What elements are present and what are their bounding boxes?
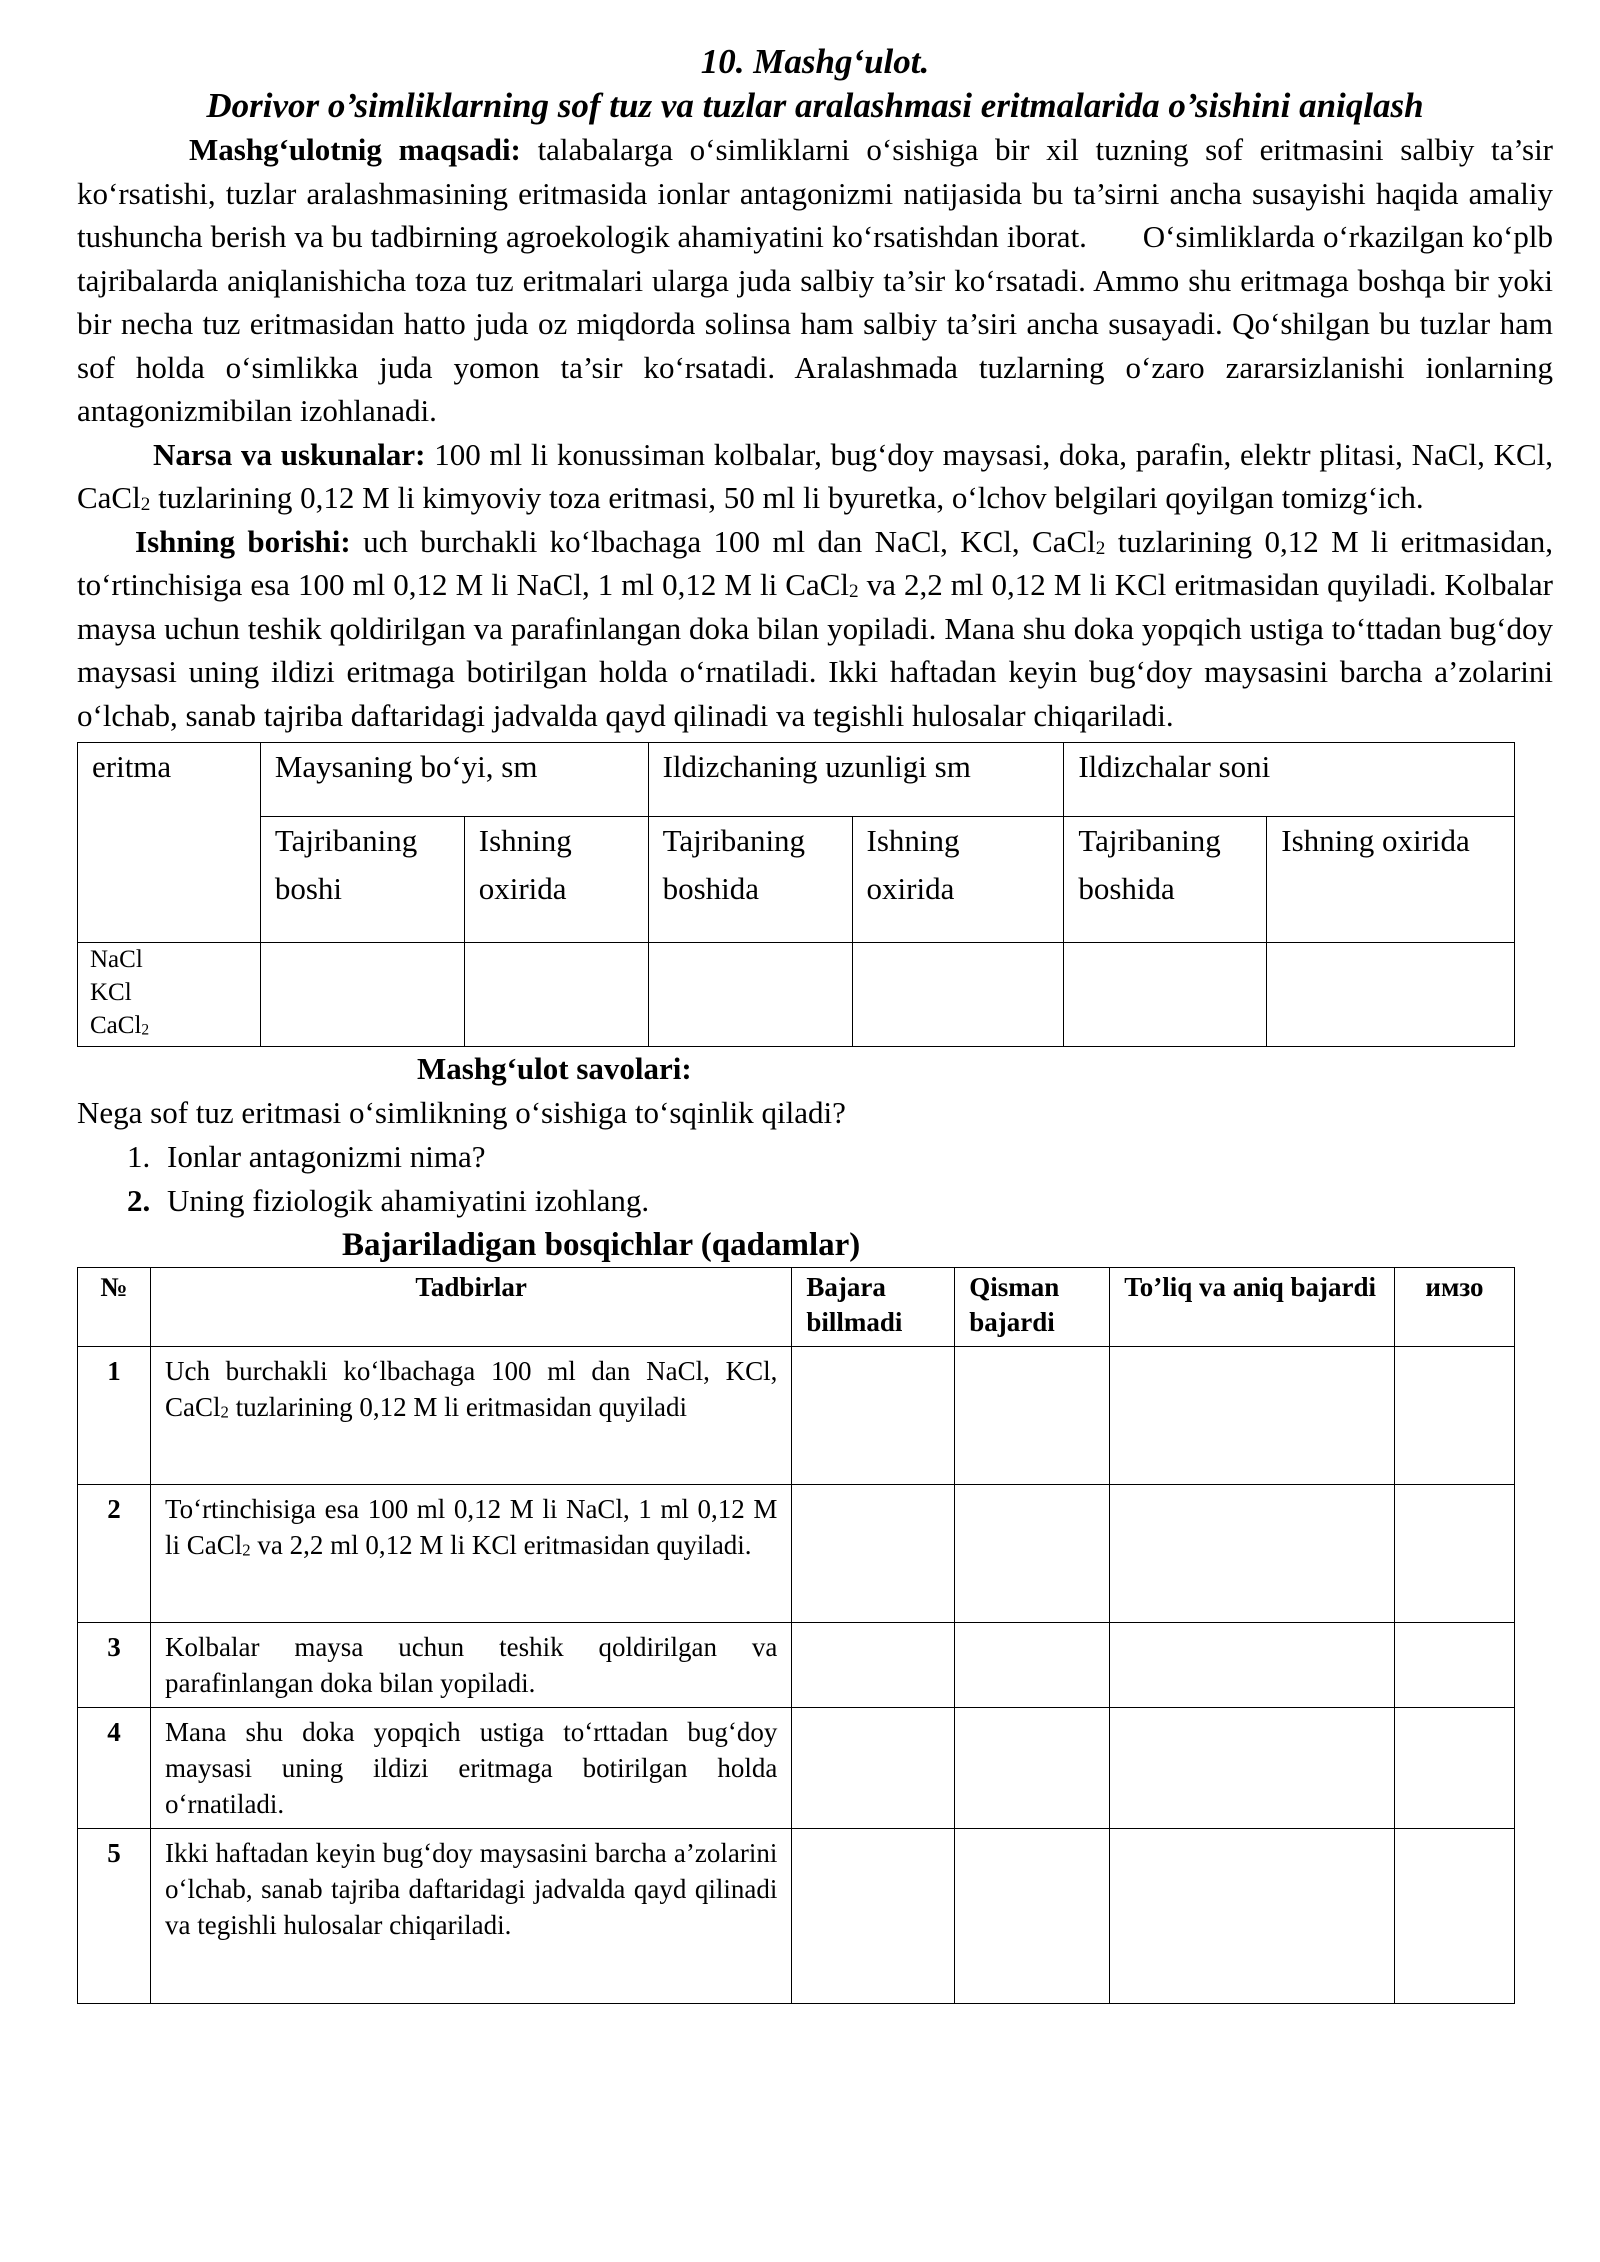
step-cell[interactable] [955, 1347, 1110, 1485]
results-subheader: Ishning oxirida [1267, 817, 1515, 943]
steps-col-partial: Qisman bajardi [955, 1268, 1110, 1347]
steps-col-complete: To’liq va aniq bajardi [1110, 1268, 1395, 1347]
step-text: To‘rtinchisiga esa 100 ml 0,12 M li NaCl, 1 ml 0,12 M li CaCl$_2$ va 2,2 ml 0,12 M li KCl eritmasidan quyiladi. [150, 1485, 791, 1623]
results-group-root-count: Ildizchalar soni [1064, 743, 1515, 817]
step-cell[interactable] [1394, 1829, 1514, 2004]
procedure-text: uch burchakli ko‘lbachaga 100 ml dan NaCl, KCl, CaCl$_2$ tuzlarining 0,12 M li eritmasidan, to‘rtinchisiga esa 100 ml 0,12 M li NaCl, 1 ml 0,12 M li CaCl$_2$ va 2,2 ml 0,12 M li KCl eritmasidan quyiladi. Kolbalar maysa uchun teshik qoldirilgan va parafinlangan doka bilan yopiladi. Mana shu doka yopqich ustiga to‘ttadan bug‘doy maysasi uning ildizi eritmaga botirilgan holda o‘rnatiladi. Ikki haftadan keyin bug‘doy maysasini barcha a’zolarini o‘lchab, sanab tajriba daftaridagi jadvalda qayd qilinadi va tegishli hulosalar chiqariladi. [77, 523, 1554, 733]
purpose-paragraph [77, 128, 1553, 433]
step-number: 2 [78, 1485, 151, 1623]
salt-kcl: KCl [90, 979, 132, 1006]
results-cell[interactable] [1267, 943, 1515, 1047]
steps-row [78, 1623, 1515, 1708]
question-item: 2. Uning fiziologik ahamiyatini izohlang. [127, 1183, 650, 1218]
results-salts-cell [78, 943, 261, 1047]
equipment-label: Narsa va uskunalar: [153, 436, 426, 472]
results-cell[interactable] [648, 943, 852, 1047]
results-table [77, 742, 1515, 1047]
results-cell[interactable] [260, 943, 464, 1047]
question-item: 1. Ionlar antagonizmi nima? [127, 1139, 486, 1174]
step-text: Uch burchakli ko‘lbachaga 100 ml dan NaCl, KCl, CaCl$_2$ tuzlarining 0,12 M li eritmasidan quyiladi [150, 1347, 791, 1485]
steps-row [78, 1347, 1515, 1485]
steps-col-number: № [78, 1268, 151, 1347]
results-subheader: Tajribaning boshida [1064, 817, 1267, 943]
results-cell[interactable] [1064, 943, 1267, 1047]
step-cell[interactable] [1110, 1347, 1395, 1485]
step-text: Mana shu doka yopqich ustiga to‘rttadan bug‘doy maysasi uning ildizi eritmaga botirilgan holda o‘rnatiladi. [150, 1708, 791, 1829]
step-cell[interactable] [955, 1829, 1110, 2004]
step-cell[interactable] [1394, 1347, 1514, 1485]
salt-nacl: NaCl [90, 946, 143, 973]
step-text: Kolbalar maysa uchun teshik qoldirilgan va parafinlangan doka bilan yopiladi. [150, 1623, 791, 1708]
purpose-label: Mashg‘ulotnig maqsadi: [189, 132, 521, 167]
procedure-paragraph [77, 520, 1553, 738]
results-subheader: Ishning oxirida [852, 817, 1064, 943]
document-page [77, 40, 1553, 2004]
step-cell[interactable] [792, 1485, 955, 1623]
equipment-text: 100 ml li konussiman kolbalar, bug‘doy maysasi, doka, parafin, elektr plitasi, NaCl, KCl, CaCl$_2$ tuzlarining 0,12 M li kimyoviy toza eritmasi, 50 ml li byuretka, o‘lchov belgilari qoyilgan tomizg‘ich. [77, 436, 1554, 515]
step-cell[interactable] [1394, 1485, 1514, 1623]
purpose-text: talabalarga o‘simliklarni o‘sishiga bir xil tuzning sof eritmasini salbiy ta’sir ko‘rsatishi, tuzlar aralashmasining eritmasida ionlar antagonizmi natijasida bu ta’sirni ancha susayishi haqida amaliy tushuncha berish va bu tadbirning agroekologik ahamiyatini ko‘rsatishdan iborat. [77, 132, 1553, 254]
step-number: 4 [78, 1708, 151, 1829]
questions-heading: Mashg‘ulot savolari: [417, 1051, 692, 1086]
results-cell[interactable] [464, 943, 648, 1047]
results-cell[interactable] [852, 943, 1064, 1047]
steps-table [77, 1267, 1515, 2004]
lesson-number: 10. Mashg‘ulot. [700, 42, 930, 81]
step-cell[interactable] [792, 1829, 955, 2004]
step-cell[interactable] [792, 1623, 955, 1708]
step-cell[interactable] [1394, 1623, 1514, 1708]
step-text: Ikki haftadan keyin bug‘doy maysasini barcha a’zolarini o‘lchab, sanab tajriba daftaridagi jadvalda qayd qilinadi va tegishli hulosalar chiqariladi. [150, 1829, 791, 2004]
step-cell[interactable] [955, 1708, 1110, 1829]
results-subheader: Tajribaning boshi [260, 817, 464, 943]
steps-col-failed: Bajara billmadi [792, 1268, 955, 1347]
results-subheader: Ishning oxirida [464, 817, 648, 943]
salt-cacl2: CaCl$_2$ [90, 1012, 150, 1039]
step-number: 1 [78, 1347, 151, 1485]
results-group-height: Maysaning bo‘yi, sm [260, 743, 648, 817]
procedure-label: Ishning borishi: [135, 523, 351, 559]
results-col-solution: eritma [78, 743, 261, 943]
steps-row [78, 1829, 1515, 2004]
questions-intro: Nega sof tuz eritmasi o‘simlikning o‘sishiga to‘sqinlik qiladi? [77, 1095, 846, 1130]
step-cell[interactable] [1110, 1829, 1395, 2004]
step-cell[interactable] [1110, 1485, 1395, 1623]
step-cell[interactable] [792, 1708, 955, 1829]
steps-heading: Bajariladigan bosqichlar (qadamlar) [342, 1227, 861, 1263]
step-number: 3 [78, 1623, 151, 1708]
lesson-title: Dorivor o’simliklarning sof tuz va tuzlar aralashmasi eritmalarida o’sishini aniqlash [206, 86, 1424, 125]
step-cell[interactable] [955, 1623, 1110, 1708]
steps-col-signature: имзо [1394, 1268, 1514, 1347]
purpose-text-2: O‘simliklarda o‘rkazilgan ko‘plb tajribalarda aniqlanishicha toza tuz eritmalari ularga juda salbiy ta’sir ko‘rsatadi. Ammo shu eritmaga boshqa bir yoki bir necha tuz eritmasidan hatto juda oz miqdorda solinsa ham salbiy ta’siri ancha susayadi. Qo‘shilgan bu tuzlar ham sof holda o‘simlikka juda yomon ta’sir ko‘rsatadi. Aralashmada tuzlarning o‘zaro zararsizlanishi ionlarning antagonizmibilan izohlanadi. [77, 219, 1553, 428]
equipment-paragraph [77, 433, 1553, 520]
step-number: 5 [78, 1829, 151, 2004]
results-subheader: Tajribaning boshida [648, 817, 852, 943]
steps-row [78, 1708, 1515, 1829]
step-cell[interactable] [1394, 1708, 1514, 1829]
step-cell[interactable] [1110, 1623, 1395, 1708]
step-cell[interactable] [1110, 1708, 1395, 1829]
step-cell[interactable] [792, 1347, 955, 1485]
results-group-root-length: Ildizchaning uzunligi sm [648, 743, 1064, 817]
steps-col-actions: Tadbirlar [150, 1268, 791, 1347]
step-cell[interactable] [955, 1485, 1110, 1623]
steps-row [78, 1485, 1515, 1623]
